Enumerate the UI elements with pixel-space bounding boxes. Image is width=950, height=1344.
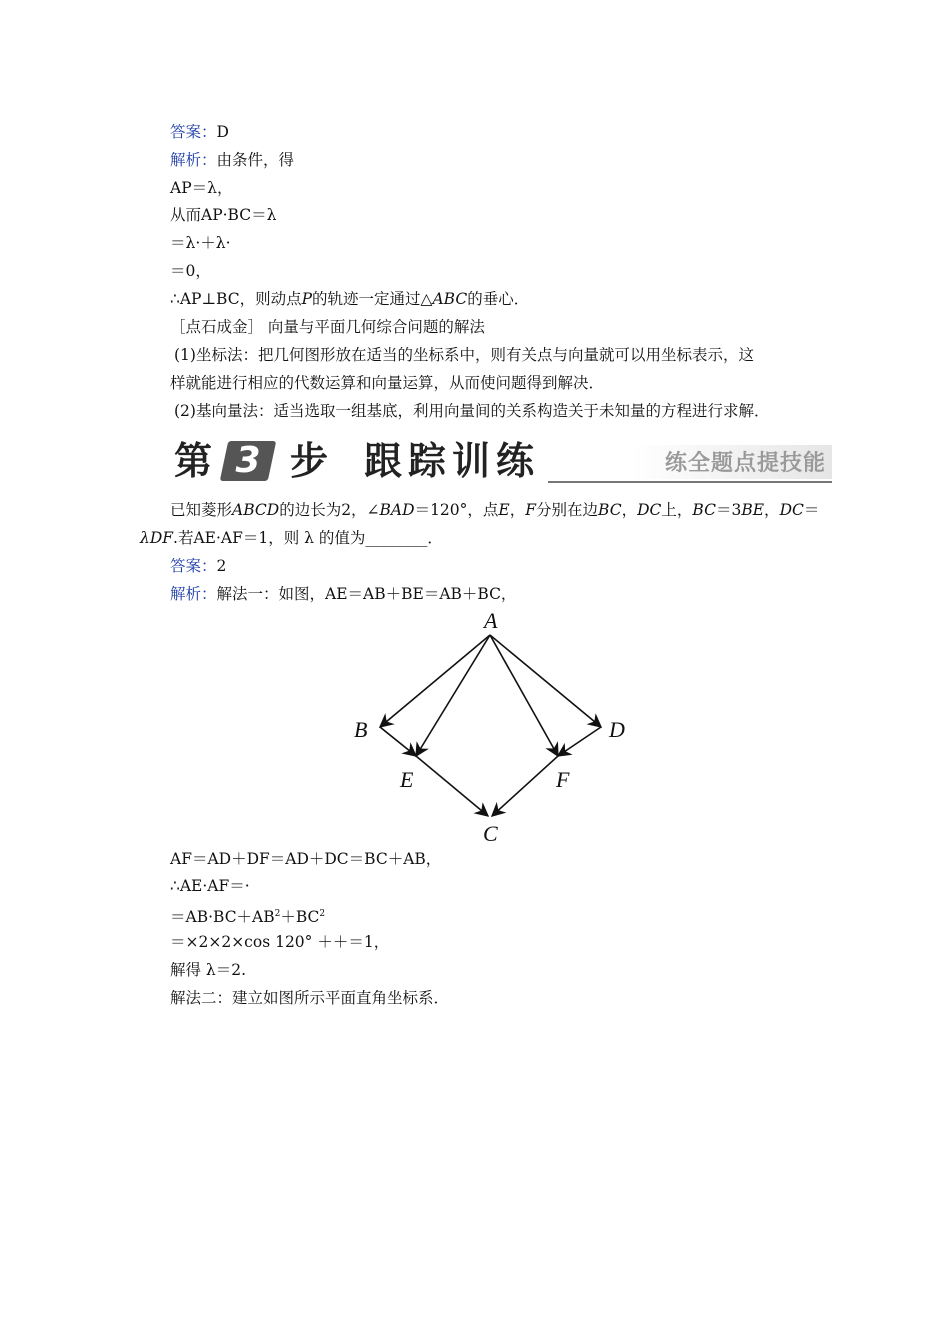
text-run: .若AE·AF＝1，则 λ 的值为________． [173,529,443,547]
superscript: 2 [319,909,326,919]
label-e: E [400,767,414,792]
answer-value: D [216,123,229,141]
text-run: ， [621,501,638,519]
side-bc: BC [598,501,622,519]
text-run: 分别在边 [536,501,599,519]
conclusion-line [170,289,529,309]
point-f: F [525,501,537,519]
problem-line-2 [140,528,443,548]
equation-line: ＝0， [170,262,211,280]
analysis-line-1 [170,150,294,170]
text-run: 的垂心． [467,290,530,308]
problem-line-1 [170,500,819,520]
superscript: 2 [274,909,281,919]
label-c: C [483,821,498,843]
text-run: ， [764,501,780,519]
text-run: ＝ [803,501,820,519]
solution-line: ∴AE·AF＝· [170,877,250,895]
analysis-text: 解法一：如图，AE＝AB＋BE＝AB＋BC， [216,585,517,603]
analysis-line-2 [170,584,516,604]
analysis-label: 解析： [170,585,217,603]
segment-be: BE [741,501,765,519]
side-bc: BC [692,501,716,519]
equation-line: ＝λ·＋λ· [170,234,231,252]
analysis-label: 解析： [170,151,217,169]
step-number: 3 [235,440,261,481]
solution-line [170,904,325,927]
text-run: ＝3 [715,501,742,519]
point-p: P [301,290,313,308]
banner-slogan: 练全题点提技能 [664,451,826,476]
section-banner [168,437,832,487]
side-dc: DC [779,501,804,519]
text-run: 的边长为2，∠ [279,501,380,519]
vector-ec [416,756,488,816]
vector-df [558,727,601,756]
equation-line: 从而AP·BC＝λ [170,206,277,224]
label-f: F [556,767,570,792]
method-2-line: (2)基向量法：适当选取一组基底，利用向量间的关系构造关于未知量的方程进行求解． [174,402,770,420]
text-run: ， [509,501,526,519]
label-d: D [609,717,625,742]
banner-di: 第 [174,439,215,483]
angle-name: BAD [379,501,415,519]
label-b: B [354,717,368,742]
text-run: 已知菱形 [170,501,233,519]
lambda: λ [140,529,150,547]
equation-line: AP＝λ， [170,179,233,197]
answer-value: 2 [216,557,227,575]
text-run: ＋BC [280,908,320,927]
rhombus-vector-figure [354,611,630,843]
text-run: ∴AP⊥BC，则动点 [170,290,302,308]
banner-rule [548,481,832,483]
vector-fc [492,756,558,816]
tips-heading: ［点石成金］ 向量与平面几何综合问题的解法 [170,318,485,336]
label-a: A [484,611,498,633]
triangle-abc: ABC [432,290,468,308]
vector-af [490,635,558,756]
answer-line-1 [170,122,229,142]
text-run: ＝AB·BC＋AB [170,908,275,927]
banner-bu: 步 [290,439,331,483]
method-1-line-a: (1)坐标法：把几何图形放在适当的坐标系中，则有关点与向量就可以用坐标表示，这 [174,346,754,364]
vector-ad [490,635,601,727]
text-run: 的轨迹一定通过△ [312,290,433,308]
vector-be [380,727,416,756]
answer-label: 答案： [170,123,217,141]
solution-line: 解法二：建立如图所示平面直角坐标系． [170,989,450,1007]
method-1-line-b: 样就能进行相应的代数运算和向量运算，从而使问题得到解决． [170,374,605,392]
solution-line: 解得 λ＝2. [170,961,247,979]
answer-label: 答案： [170,557,217,575]
vector-ab [380,635,490,727]
banner-title: 跟踪训练 [364,439,541,483]
text-run: ＝120°，点 [414,501,499,519]
point-e: E [498,501,510,519]
solution-line: ＝×2×2×cos 120° ＋＋＝1， [170,933,390,951]
side-dc: DC [637,501,662,519]
solution-line: AF＝AD＋DF＝AD＋DC＝BC＋AB， [170,850,442,868]
segment-df: DF [149,529,174,547]
text-run: 上， [661,501,693,519]
rhombus-name: ABCD [232,501,280,519]
analysis-text: 由条件，得 [216,151,295,169]
answer-line-2 [170,556,226,576]
vector-ae [416,635,490,756]
